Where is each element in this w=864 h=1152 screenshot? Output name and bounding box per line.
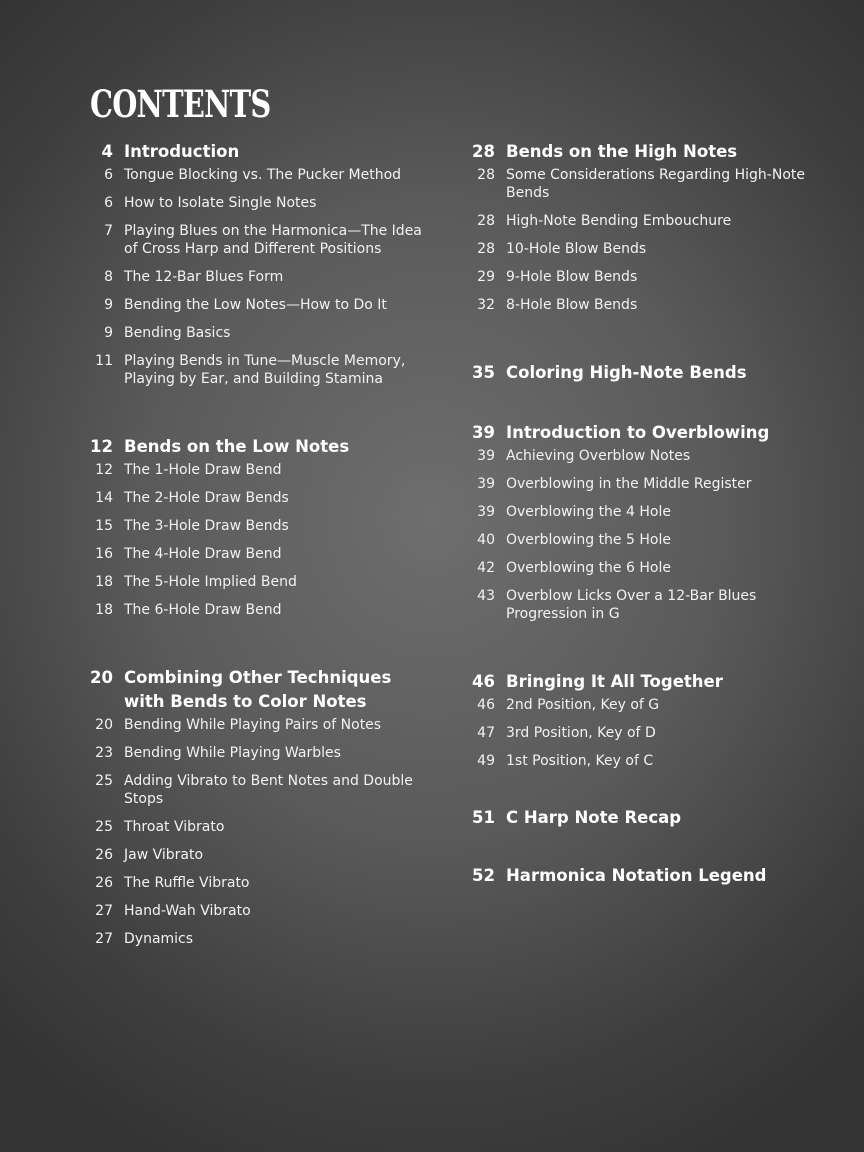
- toc-entry-title: 8-Hole Blow Bends: [506, 297, 638, 313]
- toc-column-right: [466, 140, 826, 890]
- toc-entry: [466, 696, 826, 714]
- toc-entry-page-number: 46: [477, 697, 495, 713]
- toc-entry-page-number: 43: [477, 588, 495, 604]
- toc-entry-page-number: 29: [477, 269, 495, 285]
- toc-entry: [466, 531, 826, 549]
- toc-heading-page-number: 51: [472, 808, 495, 827]
- toc-heading-page-number: 39: [472, 423, 495, 442]
- toc-heading: [466, 670, 826, 694]
- toc-heading: [466, 421, 826, 445]
- toc-entry-page-number: 39: [477, 448, 495, 464]
- toc-entry-page-number: 14: [95, 490, 113, 506]
- toc-heading-title: C Harp Note Recap: [506, 808, 682, 827]
- toc-entry: [84, 573, 429, 591]
- toc-entry-title: 10-Hole Blow Bends: [506, 241, 647, 257]
- toc-entry: [84, 324, 429, 342]
- toc-heading-page-number: 20: [90, 668, 113, 687]
- toc-heading-title: Bringing It All Together: [506, 672, 723, 691]
- toc-entry: [466, 724, 826, 742]
- toc-entry-page-number: 20: [95, 717, 113, 733]
- toc-entry-page-number: 40: [477, 532, 495, 548]
- toc-entry-title: The 1-Hole Draw Bend: [124, 462, 282, 478]
- toc-entry-page-number: 25: [95, 819, 113, 835]
- toc-entry-title: Throat Vibrato: [124, 819, 225, 835]
- toc-heading: [466, 140, 826, 164]
- toc-entry: [466, 240, 826, 258]
- toc-entry: [466, 503, 826, 521]
- toc-entry-page-number: 12: [95, 462, 113, 478]
- toc-section: [466, 806, 826, 830]
- toc-entry-title: Overblowing the 5 Hole: [506, 532, 671, 548]
- toc-entry-page-number: 32: [477, 297, 495, 313]
- toc-entry-title: Bending While Playing Pairs of Notes: [124, 717, 382, 733]
- toc-entry-title: Hand-Wah Vibrato: [124, 903, 251, 919]
- toc-entry-title: The 3-Hole Draw Bends: [124, 518, 289, 534]
- toc-entry-page-number: 27: [95, 931, 113, 947]
- toc-entry-title: The 12-Bar Blues Form: [124, 269, 284, 285]
- toc-heading-page-number: 4: [101, 142, 113, 161]
- toc-entry-title: High-Note Bending Embouchure: [506, 213, 732, 229]
- toc-entry-title: The 5-Hole Implied Bend: [124, 574, 297, 590]
- toc-section: [466, 361, 826, 385]
- toc-entry: [84, 601, 429, 619]
- toc-entry-title: 2nd Position, Key of G: [506, 697, 660, 713]
- toc-heading-page-number: 46: [472, 672, 495, 691]
- toc-section: [466, 864, 826, 888]
- toc-entry-title: Bending While Playing Warbles: [124, 745, 341, 761]
- toc-entry-title: Overblow Licks Over a 12-Bar Blues Progression in G: [506, 588, 757, 622]
- toc-heading: [84, 435, 429, 459]
- toc-entry-title: The 4-Hole Draw Bend: [124, 546, 282, 562]
- toc-heading-title: Combining Other Techniques with Bends to Color Notes: [124, 668, 392, 711]
- toc-entry-page-number: 6: [104, 167, 113, 183]
- toc-entry: [466, 166, 826, 202]
- toc-entry-page-number: 16: [95, 546, 113, 562]
- toc-entry: [84, 517, 429, 535]
- toc-entry-page-number: 49: [477, 753, 495, 769]
- toc-entry: [84, 818, 429, 836]
- toc-heading-title: Bends on the High Notes: [506, 142, 738, 161]
- toc-entry-page-number: 42: [477, 560, 495, 576]
- toc-section: [466, 670, 826, 770]
- toc-entry-title: Bending the Low Notes—How to Do It: [124, 297, 387, 313]
- toc-entry-page-number: 15: [95, 518, 113, 534]
- toc-entry-page-number: 6: [104, 195, 113, 211]
- toc-heading: [84, 140, 429, 164]
- toc-heading-title: Harmonica Notation Legend: [506, 866, 767, 885]
- toc-heading-title: Introduction: [124, 142, 240, 161]
- toc-entry-page-number: 8: [104, 269, 113, 285]
- toc-entry-page-number: 11: [95, 353, 113, 369]
- toc-entry-title: Playing Blues on the Harmonica—The Idea of Cross Harp and Different Positions: [124, 223, 422, 257]
- toc-entry-title: The Ruffle Vibrato: [124, 875, 250, 891]
- toc-entry-title: Dynamics: [124, 931, 194, 947]
- toc-entry: [466, 268, 826, 286]
- toc-entry: [84, 874, 429, 892]
- toc-entry-title: The 6-Hole Draw Bend: [124, 602, 282, 618]
- toc-section: [84, 435, 429, 619]
- toc-entry-page-number: 18: [95, 574, 113, 590]
- toc-entry-title: Overblowing the 6 Hole: [506, 560, 671, 576]
- toc-entry: [84, 846, 429, 864]
- toc-heading-title: Coloring High-Note Bends: [506, 363, 747, 382]
- toc-entry-page-number: 25: [95, 773, 113, 789]
- toc-heading-page-number: 35: [472, 363, 495, 382]
- toc-section: [84, 666, 429, 948]
- toc-heading: [466, 864, 826, 888]
- toc-entry: [84, 296, 429, 314]
- toc-entry: [84, 194, 429, 212]
- toc-entry: [84, 902, 429, 920]
- toc-entry-page-number: 9: [104, 325, 113, 341]
- toc-heading: [84, 666, 429, 714]
- toc-entry-page-number: 28: [477, 213, 495, 229]
- toc-entry: [84, 268, 429, 286]
- toc-entry-page-number: 47: [477, 725, 495, 741]
- page-title: CONTENTS: [90, 82, 271, 126]
- toc-entry: [84, 166, 429, 184]
- toc-entry: [84, 716, 429, 734]
- toc-entry-title: The 2-Hole Draw Bends: [124, 490, 289, 506]
- toc-entry-page-number: 26: [95, 875, 113, 891]
- toc-entry-title: Adding Vibrato to Bent Notes and Double Stops: [124, 773, 413, 807]
- toc-entry: [466, 447, 826, 465]
- toc-entry-page-number: 7: [104, 223, 113, 239]
- toc-heading-title: Bends on the Low Notes: [124, 437, 350, 456]
- toc-entry: [466, 475, 826, 493]
- toc-entry: [84, 545, 429, 563]
- toc-section: [84, 140, 429, 388]
- toc-entry: [466, 212, 826, 230]
- toc-section: [466, 140, 826, 314]
- toc-entry-page-number: 28: [477, 241, 495, 257]
- toc-entry-title: 1st Position, Key of C: [506, 753, 654, 769]
- toc-entry-title: Playing Bends in Tune—Muscle Memory, Playing by Ear, and Building Stamina: [124, 353, 406, 387]
- toc-heading: [466, 361, 826, 385]
- toc-entry-title: Achieving Overblow Notes: [506, 448, 691, 464]
- toc-entry: [84, 222, 429, 258]
- toc-heading-page-number: 28: [472, 142, 495, 161]
- toc-entry-title: Overblowing in the Middle Register: [506, 476, 752, 492]
- toc-entry: [466, 752, 826, 770]
- toc-entry-title: How to Isolate Single Notes: [124, 195, 317, 211]
- toc-entry-page-number: 39: [477, 476, 495, 492]
- toc-entry-page-number: 26: [95, 847, 113, 863]
- toc-entry: [84, 461, 429, 479]
- toc-entry-title: Some Considerations Regarding High-Note Bends: [506, 167, 805, 201]
- toc-column-left: [84, 140, 429, 995]
- toc-section: [466, 421, 826, 623]
- toc-entry-page-number: 27: [95, 903, 113, 919]
- toc-heading: [466, 806, 826, 830]
- toc-heading-title: Introduction to Overblowing: [506, 423, 770, 442]
- toc-entry-page-number: 18: [95, 602, 113, 618]
- toc-entry: [84, 744, 429, 762]
- toc-entry-page-number: 9: [104, 297, 113, 313]
- toc-entry: [466, 587, 826, 623]
- toc-entry-title: 9-Hole Blow Bends: [506, 269, 638, 285]
- toc-entry-page-number: 39: [477, 504, 495, 520]
- toc-entry: [84, 930, 429, 948]
- toc-entry: [466, 296, 826, 314]
- toc-entry-title: Tongue Blocking vs. The Pucker Method: [124, 167, 402, 183]
- toc-entry-title: Jaw Vibrato: [124, 847, 204, 863]
- toc-entry: [84, 352, 429, 388]
- toc-entry-title: 3rd Position, Key of D: [506, 725, 656, 741]
- toc-entry: [84, 489, 429, 507]
- toc-entry: [84, 772, 429, 808]
- toc-entry-title: Overblowing the 4 Hole: [506, 504, 671, 520]
- toc-entry: [466, 559, 826, 577]
- toc-entry-title: Bending Basics: [124, 325, 231, 341]
- toc-entry-page-number: 23: [95, 745, 113, 761]
- toc-entry-page-number: 28: [477, 167, 495, 183]
- toc-heading-page-number: 52: [472, 866, 495, 885]
- toc-heading-page-number: 12: [90, 437, 113, 456]
